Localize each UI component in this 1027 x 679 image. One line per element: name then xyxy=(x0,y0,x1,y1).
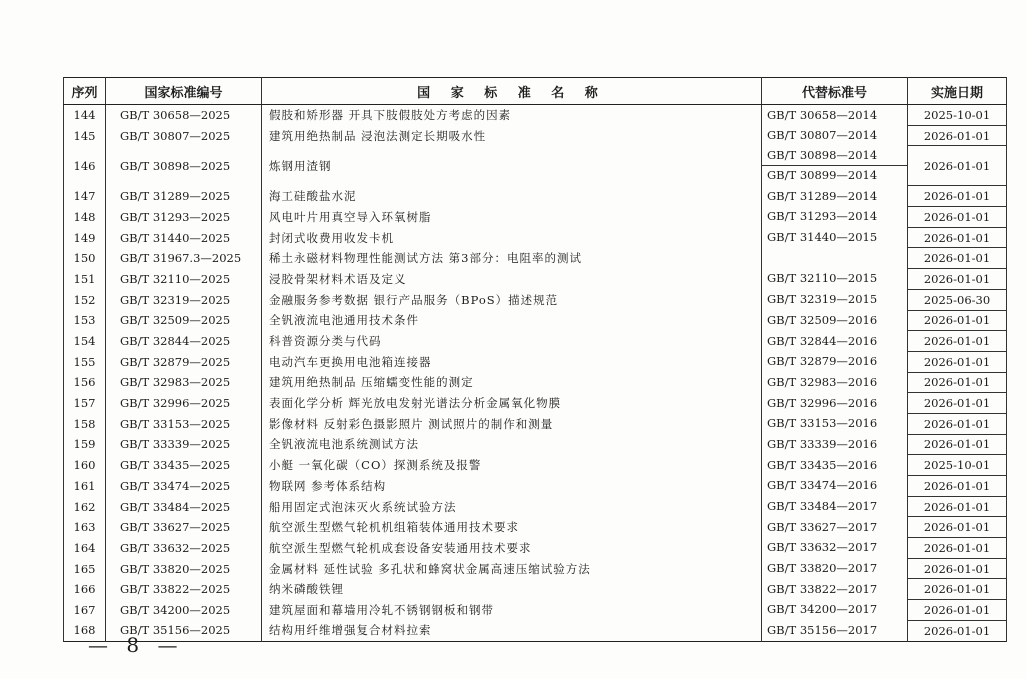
cell-standard-code: GB/T 33822—2025 xyxy=(106,579,262,600)
cell-implementation-date: 2025-10-01 xyxy=(908,455,1007,476)
cell-replaced-code xyxy=(762,434,908,455)
replaced-code-line: GB/T 33474—2016 xyxy=(767,478,878,493)
cell-standard-name: 表面化学分析 辉光放电发射光谱法分析金属氧化物膜 xyxy=(262,393,762,414)
cell-replaced-code xyxy=(762,372,908,393)
cell-serial: 148 xyxy=(64,207,106,228)
replaced-code-line: GB/T 31440—2015 xyxy=(767,230,878,245)
cell-replaced-code xyxy=(762,517,908,538)
cell-standard-code: GB/T 34200—2025 xyxy=(106,600,262,621)
cell-standard-code: GB/T 31967.3—2025 xyxy=(106,248,262,269)
cell-implementation-date: 2026-01-01 xyxy=(908,207,1007,228)
cell-implementation-date: 2025-06-30 xyxy=(908,289,1007,310)
cell-serial: 151 xyxy=(64,269,106,290)
cell-replaced-code xyxy=(762,310,908,331)
cell-serial: 167 xyxy=(64,600,106,621)
table-row xyxy=(64,207,1007,228)
table-row xyxy=(64,558,1007,579)
table-row xyxy=(64,227,1007,248)
cell-replaced-code xyxy=(762,538,908,559)
cell-standard-code: GB/T 31289—2025 xyxy=(106,186,262,207)
replaced-code-line: GB/T 30899—2014 xyxy=(762,165,907,185)
cell-standard-code: GB/T 30807—2025 xyxy=(106,125,262,146)
replaced-code-empty xyxy=(762,249,907,268)
cell-serial: 147 xyxy=(64,186,106,207)
cell-standard-name: 稀土永磁材料物理性能测试方法 第3部分：电阻率的测试 xyxy=(262,248,762,269)
cell-serial: 157 xyxy=(64,393,106,414)
cell-replaced-code xyxy=(762,558,908,579)
cell-serial: 161 xyxy=(64,476,106,497)
cell-standard-code: GB/T 33339—2025 xyxy=(106,434,262,455)
table-row xyxy=(64,538,1007,559)
cell-implementation-date: 2026-01-01 xyxy=(908,476,1007,497)
cell-implementation-date: 2026-01-01 xyxy=(908,310,1007,331)
cell-implementation-date: 2026-01-01 xyxy=(908,517,1007,538)
cell-implementation-date: 2026-01-01 xyxy=(908,393,1007,414)
table-row xyxy=(64,372,1007,393)
header-serial: 序列 xyxy=(64,78,106,105)
cell-serial: 153 xyxy=(64,310,106,331)
cell-standard-name: 航空派生型燃气轮机机组箱装体通用技术要求 xyxy=(262,517,762,538)
table-row xyxy=(64,310,1007,331)
cell-standard-name: 炼钢用渣钢 xyxy=(262,146,762,186)
header-standard-code: 国家标准编号 xyxy=(106,78,262,105)
cell-standard-name: 纳米磷酸铁锂 xyxy=(262,579,762,600)
replaced-code-line: GB/T 31289—2014 xyxy=(767,188,878,203)
table-header-row xyxy=(64,78,1007,105)
cell-standard-name: 科普资源分类与代码 xyxy=(262,331,762,352)
cell-serial: 149 xyxy=(64,227,106,248)
cell-implementation-date: 2026-01-01 xyxy=(908,351,1007,372)
cell-standard-code: GB/T 32996—2025 xyxy=(106,393,262,414)
replaced-code-line: GB/T 30807—2014 xyxy=(767,128,878,143)
cell-standard-code: GB/T 33484—2025 xyxy=(106,496,262,517)
cell-implementation-date: 2026-01-01 xyxy=(908,579,1007,600)
table-row xyxy=(64,476,1007,497)
page-number: — 8 — xyxy=(88,633,184,657)
table-row xyxy=(64,496,1007,517)
cell-standard-name: 封闭式收费用收发卡机 xyxy=(262,227,762,248)
cell-replaced-code xyxy=(762,413,908,434)
cell-standard-name: 假肢和矫形器 开具下肢假肢处方考虑的因素 xyxy=(262,105,762,126)
replaced-code-line: GB/T 30658—2014 xyxy=(767,107,878,122)
cell-replaced-code xyxy=(762,105,908,126)
cell-standard-code: GB/T 32844—2025 xyxy=(106,331,262,352)
table-row xyxy=(64,393,1007,414)
table-row xyxy=(64,620,1007,641)
cell-replaced-code xyxy=(762,620,908,641)
cell-implementation-date: 2026-01-01 xyxy=(908,248,1007,269)
table-row xyxy=(64,600,1007,621)
cell-implementation-date: 2026-01-01 xyxy=(908,269,1007,290)
cell-standard-name: 海工硅酸盐水泥 xyxy=(262,186,762,207)
replaced-code-line: GB/T 33484—2017 xyxy=(767,499,878,514)
cell-replaced-code xyxy=(762,351,908,372)
cell-replaced-code xyxy=(762,125,908,146)
cell-implementation-date: 2026-01-01 xyxy=(908,620,1007,641)
cell-replaced-code xyxy=(762,476,908,497)
cell-implementation-date: 2025-10-01 xyxy=(908,105,1007,126)
cell-standard-code: GB/T 32509—2025 xyxy=(106,310,262,331)
replaced-code-line: GB/T 33632—2017 xyxy=(767,540,878,555)
cell-standard-code: GB/T 30898—2025 xyxy=(106,146,262,186)
standards-table xyxy=(63,77,1007,642)
table-row xyxy=(64,579,1007,600)
replaced-code-line: GB/T 35156—2017 xyxy=(767,622,878,637)
table-row xyxy=(64,248,1007,269)
cell-replaced-code xyxy=(762,269,908,290)
replaced-code-line: GB/T 34200—2017 xyxy=(767,602,878,617)
cell-implementation-date: 2026-01-01 xyxy=(908,227,1007,248)
replaced-code-line: GB/T 32319—2015 xyxy=(767,292,878,307)
cell-serial: 144 xyxy=(64,105,106,126)
replaced-code-line: GB/T 30898—2014 xyxy=(767,148,878,163)
replaced-code-line: GB/T 32844—2016 xyxy=(767,333,878,348)
cell-standard-code: GB/T 32319—2025 xyxy=(106,289,262,310)
cell-standard-code: GB/T 33153—2025 xyxy=(106,413,262,434)
cell-implementation-date: 2026-01-01 xyxy=(908,434,1007,455)
replaced-code-line: GB/T 32110—2015 xyxy=(767,271,878,286)
cell-implementation-date: 2026-01-01 xyxy=(908,558,1007,579)
replaced-code-line: GB/T 33822—2017 xyxy=(767,581,878,596)
cell-standard-code: GB/T 31293—2025 xyxy=(106,207,262,228)
table-row xyxy=(64,517,1007,538)
cell-standard-name: 金融服务参考数据 银行产品服务（BPoS）描述规范 xyxy=(262,289,762,310)
replaced-code-line: GB/T 32996—2016 xyxy=(767,395,878,410)
table-row xyxy=(64,455,1007,476)
cell-standard-name: 风电叶片用真空导入环氧树脂 xyxy=(262,207,762,228)
cell-serial: 154 xyxy=(64,331,106,352)
cell-serial: 156 xyxy=(64,372,106,393)
header-standard-name: 国 家 标 准 名 称 xyxy=(262,78,762,105)
cell-standard-name: 建筑用绝热制品 浸泡法测定长期吸水性 xyxy=(262,125,762,146)
cell-serial: 159 xyxy=(64,434,106,455)
cell-standard-name: 影像材料 反射彩色摄影照片 测试照片的制作和测量 xyxy=(262,413,762,434)
cell-replaced-code xyxy=(762,186,908,207)
replaced-code-line: GB/T 32509—2016 xyxy=(767,312,878,327)
replaced-code-line: GB/T 32879—2016 xyxy=(767,354,878,369)
cell-standard-name: 结构用纤维增强复合材料拉索 xyxy=(262,620,762,641)
cell-implementation-date: 2026-01-01 xyxy=(908,186,1007,207)
cell-serial: 146 xyxy=(64,146,106,186)
cell-replaced-code xyxy=(762,331,908,352)
header-implementation-date: 实施日期 xyxy=(908,78,1007,105)
table-row xyxy=(64,351,1007,372)
cell-standard-name: 全钒液流电池通用技术条件 xyxy=(262,310,762,331)
cell-standard-code: GB/T 32110—2025 xyxy=(106,269,262,290)
replaced-code-line: GB/T 33627—2017 xyxy=(767,519,878,534)
cell-replaced-code xyxy=(762,227,908,248)
cell-standard-code: GB/T 35156—2025 xyxy=(106,620,262,641)
table-row xyxy=(64,105,1007,126)
cell-standard-code: GB/T 33435—2025 xyxy=(106,455,262,476)
cell-implementation-date: 2026-01-01 xyxy=(908,600,1007,621)
cell-implementation-date: 2026-01-01 xyxy=(908,413,1007,434)
cell-replaced-code xyxy=(762,579,908,600)
cell-serial: 160 xyxy=(64,455,106,476)
cell-implementation-date: 2026-01-01 xyxy=(908,372,1007,393)
cell-replaced-code xyxy=(762,600,908,621)
cell-standard-name: 全钒液流电池系统测试方法 xyxy=(262,434,762,455)
replaced-code-line: GB/T 32983—2016 xyxy=(767,374,878,389)
cell-replaced-code xyxy=(762,289,908,310)
cell-standard-code: GB/T 33627—2025 xyxy=(106,517,262,538)
cell-serial: 150 xyxy=(64,248,106,269)
table-row xyxy=(64,289,1007,310)
header-replaced-code: 代替标准号 xyxy=(762,78,908,105)
cell-standard-name: 建筑用绝热制品 压缩蠕变性能的测定 xyxy=(262,372,762,393)
cell-implementation-date: 2026-01-01 xyxy=(908,538,1007,559)
cell-implementation-date: 2026-01-01 xyxy=(908,146,1007,186)
replaced-code-line: GB/T 33153—2016 xyxy=(767,416,878,431)
cell-standard-name: 浸胶骨架材料术语及定义 xyxy=(262,269,762,290)
table-row xyxy=(64,331,1007,352)
cell-standard-code: GB/T 32879—2025 xyxy=(106,351,262,372)
cell-serial: 145 xyxy=(64,125,106,146)
table-row xyxy=(64,146,1007,186)
cell-standard-code: GB/T 33474—2025 xyxy=(106,476,262,497)
table-body xyxy=(64,105,1007,642)
cell-serial: 158 xyxy=(64,413,106,434)
cell-standard-name: 电动汽车更换用电池箱连接器 xyxy=(262,351,762,372)
cell-implementation-date: 2026-01-01 xyxy=(908,496,1007,517)
table-row xyxy=(64,413,1007,434)
cell-standard-code: GB/T 31440—2025 xyxy=(106,227,262,248)
cell-serial: 163 xyxy=(64,517,106,538)
cell-implementation-date: 2026-01-01 xyxy=(908,331,1007,352)
replaced-code-line: GB/T 33435—2016 xyxy=(767,457,878,472)
cell-serial: 152 xyxy=(64,289,106,310)
cell-standard-name: 物联网 参考体系结构 xyxy=(262,476,762,497)
replaced-code-line: GB/T 33820—2017 xyxy=(767,561,878,576)
cell-standard-code: GB/T 33632—2025 xyxy=(106,538,262,559)
cell-replaced-code xyxy=(762,496,908,517)
cell-serial: 165 xyxy=(64,558,106,579)
cell-replaced-code xyxy=(762,146,908,186)
cell-replaced-code xyxy=(762,455,908,476)
cell-standard-code: GB/T 30658—2025 xyxy=(106,105,262,126)
cell-standard-code: GB/T 32983—2025 xyxy=(106,372,262,393)
cell-serial: 168 xyxy=(64,620,106,641)
table-row xyxy=(64,434,1007,455)
cell-standard-name: 建筑屋面和幕墙用冷轧不锈钢钢板和钢带 xyxy=(262,600,762,621)
table-row xyxy=(64,125,1007,146)
replaced-code-line: GB/T 31293—2014 xyxy=(767,209,878,224)
cell-standard-name: 航空派生型燃气轮机成套设备安装通用技术要求 xyxy=(262,538,762,559)
table-row xyxy=(64,269,1007,290)
cell-replaced-code xyxy=(762,393,908,414)
cell-serial: 155 xyxy=(64,351,106,372)
table-row xyxy=(64,186,1007,207)
cell-standard-name: 船用固定式泡沫灭火系统试验方法 xyxy=(262,496,762,517)
cell-standard-code: GB/T 33820—2025 xyxy=(106,558,262,579)
replaced-code-line: GB/T 33339—2016 xyxy=(767,436,878,451)
cell-standard-name: 金属材料 延性试验 多孔状和蜂窝状金属高速压缩试验方法 xyxy=(262,558,762,579)
cell-serial: 164 xyxy=(64,538,106,559)
cell-serial: 162 xyxy=(64,496,106,517)
cell-standard-name: 小艇 一氧化碳（CO）探测系统及报警 xyxy=(262,455,762,476)
cell-replaced-code xyxy=(762,248,908,269)
cell-replaced-code xyxy=(762,207,908,228)
cell-serial: 166 xyxy=(64,579,106,600)
cell-implementation-date: 2026-01-01 xyxy=(908,125,1007,146)
